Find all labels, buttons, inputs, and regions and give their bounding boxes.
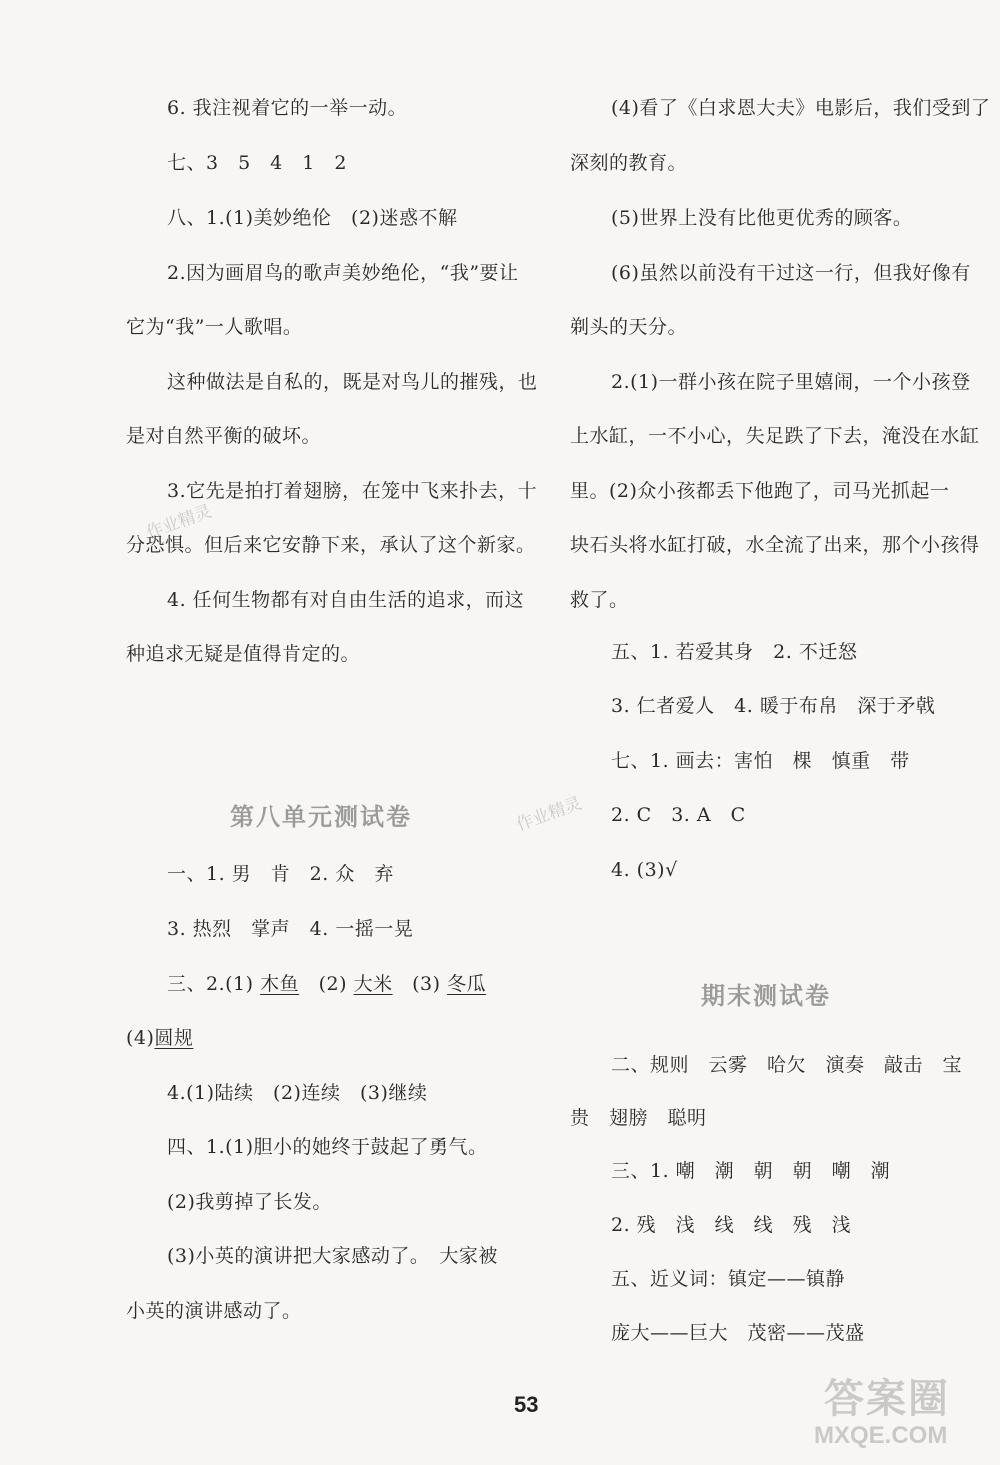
section-title-unit8: 第八单元测试卷 — [230, 802, 412, 831]
right-line: 块石头将水缸打破，水全流了出来，那个小孩得 — [570, 534, 980, 556]
right-line: 七、1. 画去：害怕 棵 慎重 带 — [611, 750, 910, 772]
right-line: 3. 仁者爱人 4. 暖于布帛 深于矛戟 — [611, 695, 936, 717]
site-logo — [814, 1367, 984, 1457]
logo-text: 答案圈 — [824, 1376, 950, 1422]
underlined-answer: 大米 — [353, 973, 393, 995]
right-line: 2. C 3. A C — [611, 804, 746, 826]
unit8-san-line2: (4)圆规 — [126, 1027, 194, 1049]
unit8-line: (3)小英的演讲把大家感动了。 大家被 — [167, 1245, 498, 1267]
unit8-line: 小英的演讲感动了。 — [126, 1300, 302, 1322]
left-line: 这种做法是自私的，既是对鸟儿的摧残，也 — [167, 371, 538, 393]
final-line: 庞大——巨大 茂密——茂盛 — [611, 1322, 865, 1344]
left-line: 八、1.(1)美妙绝伦 (2)迷惑不解 — [167, 207, 458, 229]
unit8-line: 3. 热烈 掌声 4. 一摇一晃 — [167, 918, 414, 940]
right-line: (6)虽然以前没有干过这一行，但我好像有 — [611, 262, 971, 284]
left-line: 是对自然平衡的破坏。 — [126, 425, 322, 447]
right-line: 五、1. 若爱其身 2. 不迁怒 — [611, 641, 858, 663]
left-line: 分恐惧。但后来它安静下来，承认了这个新家。 — [126, 534, 536, 556]
watermark: 作业精灵 — [143, 501, 215, 543]
left-line: 4. 任何生物都有对自由生活的追求，而这 — [167, 589, 525, 611]
unit8-san-line: 三、2.(1) 木鱼 (2) 大米 (3) 冬瓜 — [167, 973, 487, 995]
final-line: 三、1. 嘲 潮 朝 朝 嘲 潮 — [611, 1160, 891, 1182]
left-line: 6. 我注视着它的一举一动。 — [167, 97, 408, 119]
unit8-line: 4.(1)陆续 (2)连续 (3)继续 — [167, 1082, 428, 1104]
underlined-answer: 圆规 — [154, 1027, 194, 1049]
right-line: 4. (3)√ — [611, 859, 678, 881]
right-line: (5)世界上没有比他更优秀的顾客。 — [611, 207, 913, 229]
right-line: 2.(1)一群小孩在院子里嬉闹，一个小孩登 — [611, 371, 971, 393]
underlined-answer: 木鱼 — [260, 973, 300, 995]
page-number: 53 — [514, 1392, 539, 1417]
left-line: 种追求无疑是值得肯定的。 — [126, 643, 361, 665]
right-line: 救了。 — [570, 589, 629, 611]
left-line: 2.因为画眉鸟的歌声美妙绝伦，“我”要让 — [167, 262, 519, 284]
final-line: 2. 残 浅 线 线 残 浅 — [611, 1214, 852, 1236]
final-line: 贵 翅膀 聪明 — [570, 1107, 707, 1129]
right-line: 上水缸，一不小心，失足跌了下去，淹没在水缸 — [570, 425, 980, 447]
section-title-final: 期末测试卷 — [701, 981, 831, 1010]
unit8-line: 一、1. 男 肯 2. 众 弃 — [167, 863, 394, 885]
left-line: 3.它先是拍打着翅膀，在笼中飞来扑去，十 — [167, 480, 538, 502]
left-line: 它为“我”一人歌唱。 — [126, 316, 303, 338]
right-line: 剃头的天分。 — [570, 316, 688, 338]
final-line: 二、规则 云雾 哈欠 演奏 敲击 宝 — [611, 1054, 963, 1076]
logo-url: MXQE.COM — [814, 1422, 948, 1449]
right-line: 里。(2)众小孩都丢下他跑了，司马光抓起一 — [570, 480, 950, 502]
unit8-line: (2)我剪掉了长发。 — [167, 1191, 332, 1213]
watermark: 作业精灵 — [513, 793, 585, 835]
underlined-answer: 冬瓜 — [447, 973, 487, 995]
left-line: 七、3 5 4 1 2 — [167, 152, 347, 174]
right-line: (4)看了《白求恩大夫》电影后，我们受到了 — [611, 97, 991, 119]
unit8-line: 四、1.(1)胆小的她终于鼓起了勇气。 — [167, 1136, 488, 1158]
final-line: 五、近义词：镇定——镇静 — [611, 1268, 846, 1290]
right-line: 深刻的教育。 — [570, 152, 688, 174]
